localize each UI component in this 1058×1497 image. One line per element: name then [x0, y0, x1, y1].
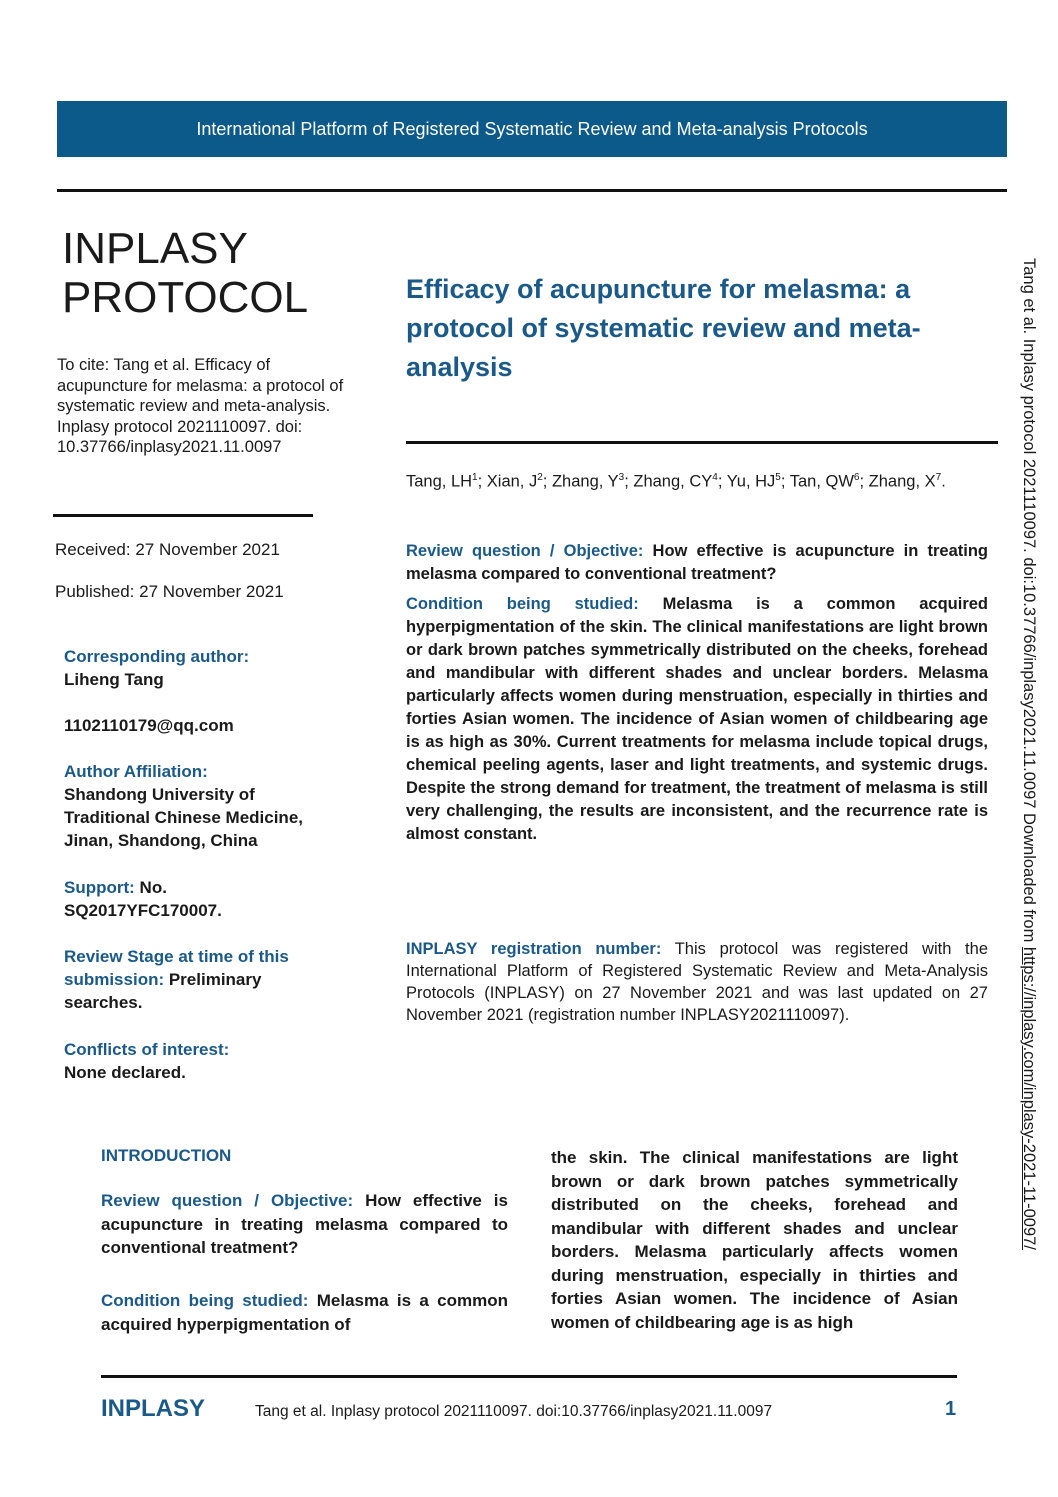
abstract-condition-text: Melasma is a common acquired hyperpigmentation of the skin. The clinical manifestations are light brown or dark brown patches symmetrically distributed on the cheeks, forehead and mandibular with different shades and unclear borders. Melasma particularly affects women during menstruation, especially in thirties and forties Asian women. The incidence of Asian women of childbearing age is as high as 30%. Current treatments for melasma include topical drugs, chemical peeling agents, laser and light treatments, and systemic drugs. Despite the strong demand for treatment, the treatment of melasma is still very challenging, the results are inconsistent, and the recurrence rate is almost constant.	[406, 595, 988, 843]
abstract-condition	[406, 593, 988, 846]
published-date: Published: 27 November 2021	[55, 582, 284, 601]
affiliation-label: Author Affiliation:	[64, 762, 208, 781]
banner-text: International Platform of Registered Systematic Review and Meta-analysis Protocols	[196, 118, 868, 139]
author-affiliation-number: 4	[712, 472, 718, 483]
intro-review-question	[101, 1189, 508, 1260]
protocol-label	[62, 224, 308, 322]
left-rule	[53, 514, 313, 517]
author-separator: .	[941, 472, 946, 491]
footer-rule	[101, 1375, 957, 1378]
author-name: Zhang, X	[868, 472, 936, 491]
author-name: Tan, QW	[789, 472, 854, 491]
intro-condition	[101, 1289, 508, 1336]
footer-citation: Tang et al. Inplasy protocol 2021110097. doi:10.37766/inplasy2021.11.0097	[255, 1403, 773, 1420]
side-download-note	[1019, 258, 1038, 1250]
author-affiliation-number: 2	[537, 472, 543, 483]
support-label: Support:	[64, 878, 135, 897]
review-stage-label: Review Stage at time of this submission:	[64, 947, 289, 989]
intro-review-question-label: Review question / Objective:	[101, 1191, 354, 1210]
conflicts-value: None declared.	[64, 1063, 186, 1082]
intro-review-question-text: How effective is acupuncture in treating melasma compared to conventional treatment?	[101, 1191, 508, 1257]
intro-condition-text-col1: Melasma is a common acquired hyperpigmentation of	[101, 1291, 508, 1334]
author-separator: ;	[542, 472, 552, 491]
journal-banner	[57, 101, 1007, 157]
author-separator: ;	[859, 472, 869, 491]
review-stage	[64, 945, 339, 1014]
registration-label: INPLASY registration number:	[406, 940, 662, 958]
abstract-review-question	[406, 540, 988, 586]
affiliation-value: Shandong University of Traditional Chinese Medicine, Jinan, Shandong, China	[64, 785, 303, 850]
side-download-text: Tang et al. Inplasy protocol 2021110097. doi:10.37766/inplasy2021.11.0097 Downloaded from	[1020, 258, 1038, 947]
protocol-label-line2: PROTOCOL	[62, 273, 309, 322]
author-affiliation-number: 6	[853, 472, 860, 483]
conflicts-label: Conflicts of interest:	[64, 1040, 230, 1059]
author-name: Yu, HJ	[726, 472, 776, 491]
author-name: Zhang, Y	[551, 472, 619, 491]
author-affiliation-number: 5	[775, 472, 781, 483]
abstract-condition-label: Condition being studied:	[406, 595, 639, 613]
author-affiliation-number: 3	[618, 472, 625, 483]
review-stage-value: Preliminary searches.	[64, 970, 262, 1012]
corresponding-author-name: Liheng Tang	[64, 670, 164, 689]
author-affiliation-number: 7	[935, 472, 942, 483]
received-date: Received: 27 November 2021	[55, 540, 280, 559]
corresponding-author-label: Corresponding author:	[64, 647, 250, 666]
registration-info	[406, 938, 988, 1026]
article-title: Efficacy of acupuncture for melasma: a protocol of systematic review and meta-analysis	[406, 274, 921, 382]
intro-condition-label: Condition being studied:	[101, 1291, 309, 1310]
author-name: Xian, J	[486, 472, 538, 491]
author-email[interactable]: 1102110179@qq.com	[64, 716, 234, 735]
author-list	[406, 466, 988, 494]
support-info	[64, 876, 264, 922]
support-value: No. SQ2017YFC170007.	[64, 878, 222, 920]
abstract-review-question-text: How effective is acupuncture in treating melasma compared to conventional treatment?	[406, 542, 988, 583]
title-rule	[406, 441, 998, 444]
protocol-label-line1: INPLASY	[62, 224, 248, 273]
registration-text: This protocol was registered with the International Platform of Registered Systematic Review and Meta-Analysis Protocols (INPLASY) on 27 November 2021 and was last updated on 27 November 2021 (registration number INPLASY2021110097).	[406, 940, 988, 1024]
abstract-review-question-label: Review question / Objective:	[406, 542, 644, 560]
author-separator: ;	[717, 472, 727, 491]
conflicts-of-interest	[64, 1038, 364, 1084]
top-rule	[57, 189, 1007, 192]
introduction-heading: INTRODUCTION	[101, 1146, 232, 1165]
corresponding-author	[64, 645, 364, 691]
author-name: Zhang, CY	[633, 472, 713, 491]
author-separator: ;	[477, 472, 487, 491]
author-name: Tang, LH	[406, 472, 473, 491]
intro-condition-continued: the skin. The clinical manifestations are light brown or dark brown patches symmetrically distributed on the cheeks, forehead and mandibular with different shades and unclear borders. Melasma particularly affects women during menstruation, especially in thirties and forties Asian women. The incidence of Asian women of childbearing age is as high	[551, 1148, 958, 1332]
footer-brand: INPLASY	[101, 1395, 206, 1422]
page-number: 1	[945, 1398, 957, 1420]
side-download-link[interactable]: https://inplasy.com/inplasy-2021-11-0097/	[1020, 946, 1038, 1250]
author-separator: ;	[780, 472, 790, 491]
cite-block: To cite: Tang et al. Efficacy of acupuncture for melasma: a protocol of systematic review and meta-analysis. Inplasy protocol 2021110097. doi: 10.37766/inplasy2021.11.0097	[57, 356, 344, 456]
author-affiliation	[64, 760, 364, 852]
author-separator: ;	[624, 472, 634, 491]
author-affiliation-number: 1	[472, 472, 478, 483]
